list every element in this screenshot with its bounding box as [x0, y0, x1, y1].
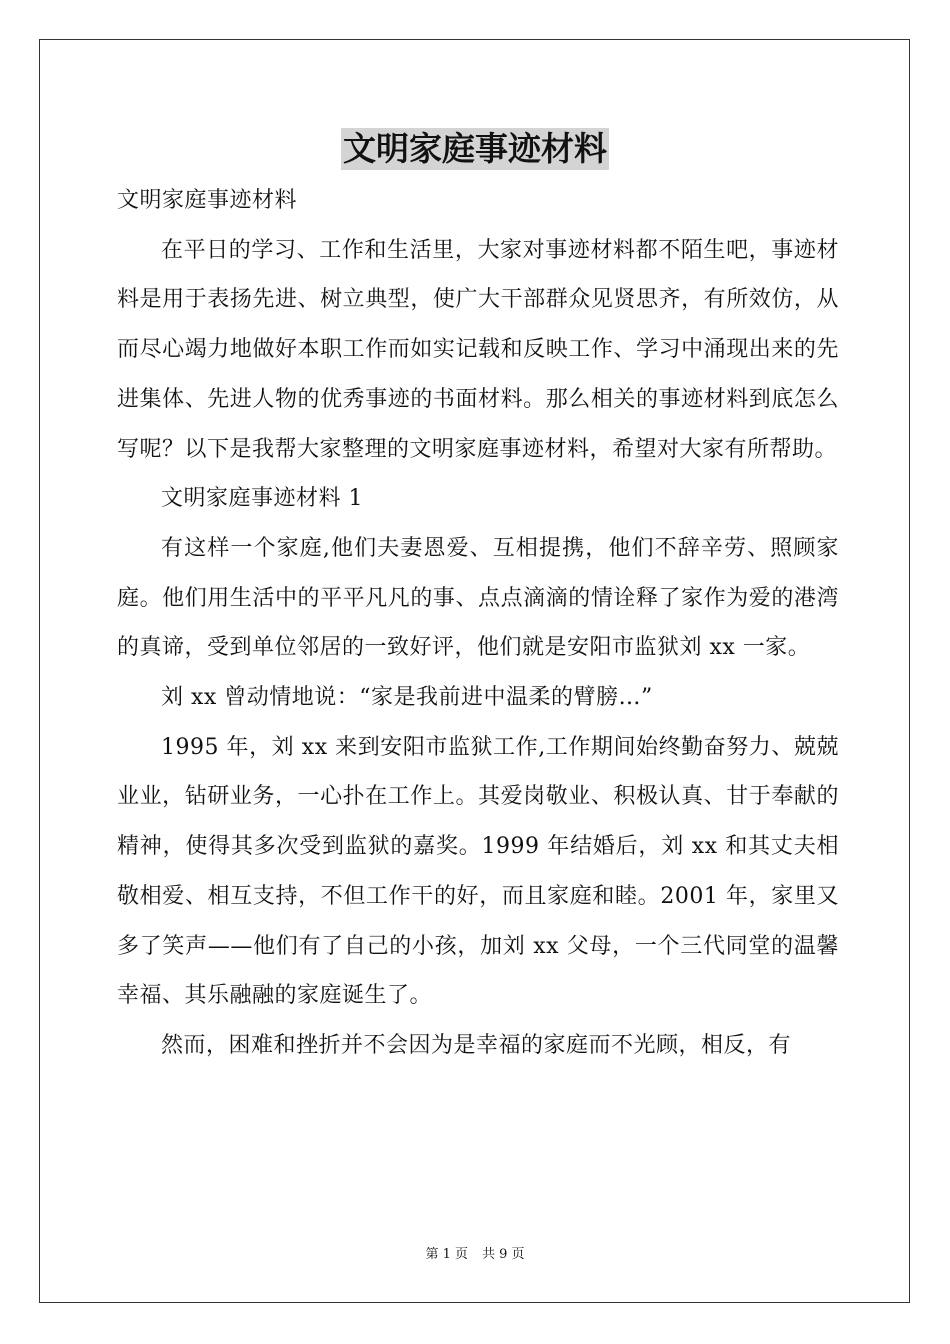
- page-number: 第 1 页: [425, 1247, 468, 1262]
- paragraph: 文明家庭事迹材料: [117, 188, 298, 213]
- paragraph: 1995 年，刘 xx 来到安阳市监狱工作,工作期间始终勤奋努力、兢兢业业，钻研业务，一心扑在工作上。其爱岗敬业、积极认真、甘于奉献的精神，使得其多次受到监狱的嘉奖。1999 年结婚后，刘 xx 和其丈夫相敬相爱、相互支持，不但工作干的好，而且家庭和睦。2001 年，家里又多了笑声——他们有了自己的小孩，加刘 xx 父母，一个三代同堂的温馨幸福、其乐融融的家庭诞生了。: [117, 734, 839, 1009]
- paragraph: 在平日的学习、工作和生活里，大家对事迹材料都不陌生吧，事迹材料是用于表扬先进、树立典型，使广大干部群众见贤思齐，有所效仿，从而尽心竭力地做好本职工作而如实记载和反映工作、学习中涌现出来的先进集体、先进人物的优秀事迹的书面材料。那么相关的事迹材料到底怎么写呢？以下是我帮大家整理的文明家庭事迹材料，希望对大家有所帮助。: [117, 237, 839, 462]
- page-footer: [0, 1246, 950, 1264]
- title-container: [0, 128, 950, 170]
- paragraph: 然而，困难和挫折并不会因为是幸福的家庭而不光顾，相反，有: [161, 1032, 792, 1058]
- page-total: 共 9 页: [482, 1247, 525, 1262]
- document-title: 文明家庭事迹材料: [343, 129, 607, 168]
- paragraph: 刘 xx 曾动情地说：“家是我前进中温柔的臂膀…”: [161, 685, 653, 711]
- section-heading: 文明家庭事迹材料 1: [161, 486, 363, 512]
- paragraph: 有这样一个家庭,他们夫妻恩爱、互相提携，他们不辞辛劳、照顾家庭。他们用生活中的平平凡凡的事、点点滴滴的情诠释了家作为爱的港湾的真谛，受到单位邻居的一致好评，他们就是安阳市监狱刘 xx 一家。: [117, 535, 839, 661]
- document-body: [117, 176, 839, 1071]
